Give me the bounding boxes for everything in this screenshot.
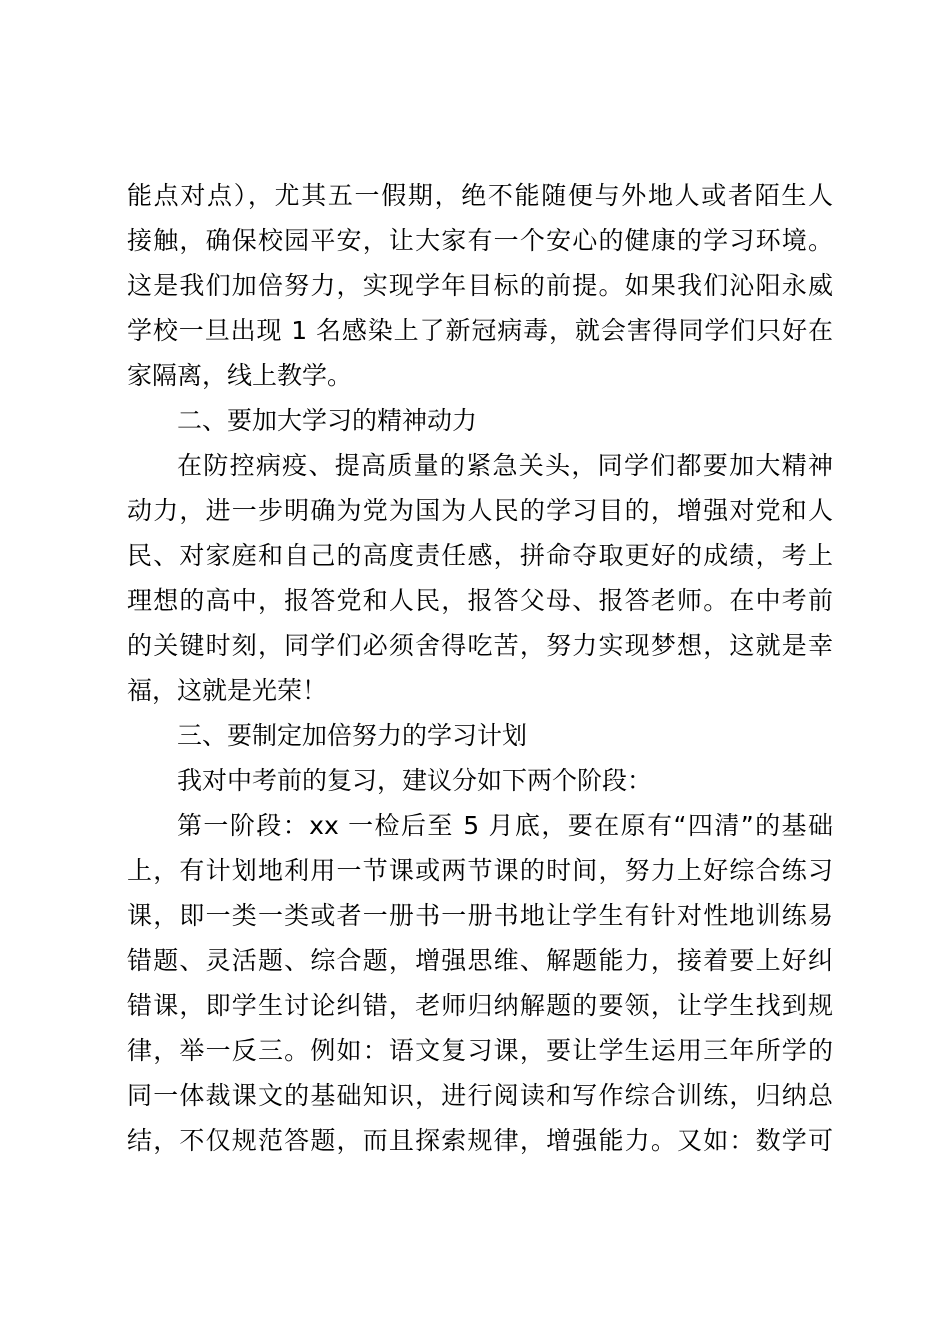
text-line: 同一体裁课文的基础知识，进行阅读和写作综合训练，归纳总 — [127, 1081, 833, 1110]
section-heading: 三、要制定加倍努力的学习计划 — [177, 721, 528, 750]
text-line: 能点对点），尤其五一假期，绝不能随便与外地人或者陌生人 — [127, 181, 833, 210]
text-line: 福，这就是光荣！ — [127, 676, 328, 705]
text-line: 这是我们加倍努力，实现学年目标的前提。如果我们沁阳永威 — [127, 271, 833, 300]
text-line: 上，有计划地利用一节课或两节课的时间，努力上好综合练习 — [127, 856, 833, 885]
text-line: 错课，即学生讨论纠错，老师归纳解题的要领，让学生找到规 — [127, 991, 833, 1020]
text-line: 学校一旦出现 1 名感染上了新冠病毒，就会害得同学们只好在 — [127, 316, 833, 345]
text-line: 错题、灵活题、综合题，增强思维、解题能力，接着要上好纠 — [127, 946, 833, 975]
text-line: 课，即一类一类或者一册书一册书地让学生有针对性地训练易 — [127, 901, 833, 930]
text-line: 家隔离，线上教学。 — [127, 361, 353, 390]
text-line: 第一阶段：xx 一检后至 5 月底，要在原有“四清”的基础 — [177, 811, 833, 840]
text-line: 律，举一反三。例如：语文复习课，要让学生运用三年所学的 — [127, 1036, 833, 1065]
text-line: 我对中考前的复习，建议分如下两个阶段： — [177, 766, 653, 795]
text-line: 接触，确保校园平安，让大家有一个安心的健康的学习环境。 — [127, 226, 833, 255]
text-line: 民、对家庭和自己的高度责任感，拼命夺取更好的成绩，考上 — [127, 541, 833, 570]
document-page — [127, 173, 833, 1163]
text-line: 动力，进一步明确为党为国为人民的学习目的，增强对党和人 — [127, 496, 833, 525]
section-heading: 二、要加大学习的精神动力 — [177, 406, 478, 435]
text-line: 在防控病疫、提高质量的紧急关头，同学们都要加大精神 — [177, 451, 833, 480]
text-line: 理想的高中，报答党和人民，报答父母、报答老师。在中考前 — [127, 586, 833, 615]
text-line: 的关键时刻，同学们必须舍得吃苦，努力实现梦想，这就是幸 — [127, 631, 833, 660]
text-line: 结，不仅规范答题，而且探索规律，增强能力。又如：数学可 — [127, 1126, 833, 1155]
